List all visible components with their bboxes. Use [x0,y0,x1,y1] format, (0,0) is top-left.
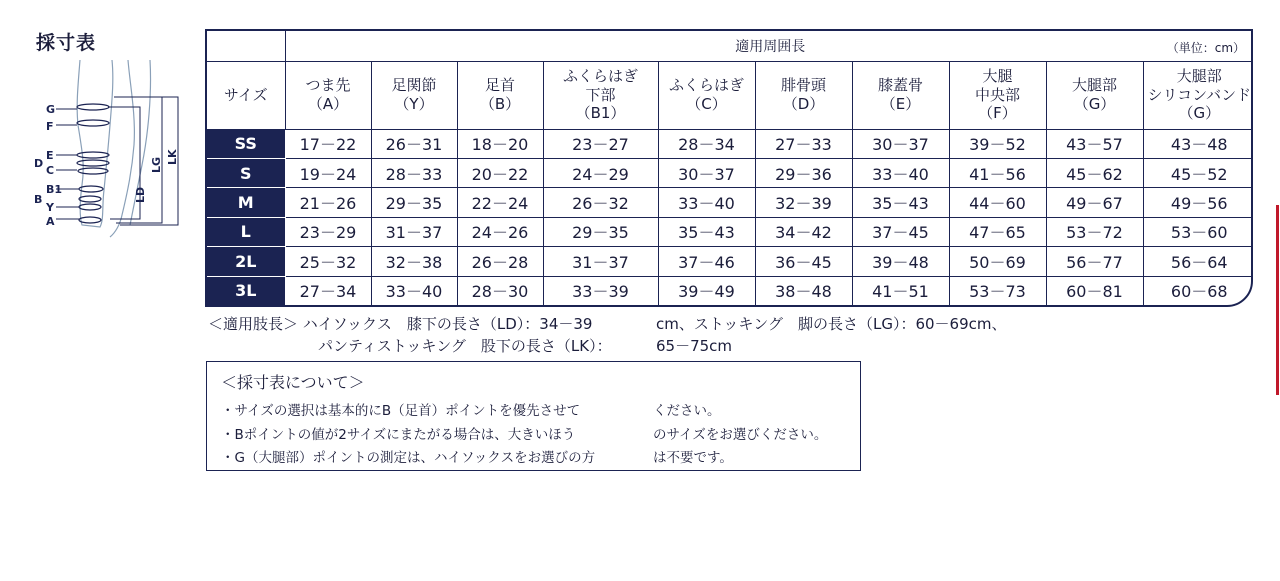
table-cell: 35－43 [852,188,949,217]
table-cell: 56－77 [1046,247,1143,276]
column-header-code: （Y） [394,95,434,113]
diagram-label-y: Y [46,201,54,214]
table-cell: 23－27 [543,129,658,158]
table-cell: 43－57 [1046,129,1143,158]
table-cell: 24－29 [543,158,658,187]
column-header [543,61,658,129]
diagram-label-g: G [46,103,56,116]
table-cell: 60－81 [1046,276,1143,305]
table-cell: 39－49 [658,276,755,305]
table-cell: 26－31 [371,129,457,158]
table-cell: 35－43 [658,217,755,246]
table-cell: 17－22 [285,129,371,158]
about-item-3b: は不要です。 [653,450,733,466]
table-cell: 44－60 [949,188,1046,217]
table-cell: 53－72 [1046,217,1143,246]
column-header-code: （E） [880,95,921,113]
table-cell: 30－37 [852,129,949,158]
column-header-code: （A） [307,95,349,113]
column-header-name: 膝蓋骨 [877,76,923,95]
table-corner [207,31,285,61]
column-header-name: ふくらはぎ 下部 [562,66,638,104]
table-cell: 26－28 [457,247,543,276]
column-header-name: 腓骨頭 [780,76,826,95]
diagram-label-b: B [34,193,43,206]
column-header [457,61,543,129]
table-cell: 45－62 [1046,158,1143,187]
about-item-1b: ください。 [653,403,721,419]
size-cell: 2L [207,247,285,276]
column-header [1046,61,1143,129]
table-cell: 50－69 [949,247,1046,276]
size-cell: SS [207,129,285,158]
table-cell: 20－22 [457,158,543,187]
column-header-name: 大腿部 [1071,76,1117,95]
table-cell: 49－67 [1046,188,1143,217]
column-header-code: （G） [1178,104,1221,123]
table-cell: 43－48 [1143,129,1253,158]
table-row [207,247,1253,276]
table-cell: 33－39 [543,276,658,305]
table-cell: 33－40 [852,158,949,187]
table-cell: 49－56 [1143,188,1253,217]
page-edge-accent [1276,205,1279,395]
about-item-2b: のサイズをお選びください。 [653,427,828,443]
leg-measurement-diagram [30,55,190,245]
table-cell: 33－40 [371,276,457,305]
column-header-code: （G） [1073,95,1116,113]
table-cell: 53－60 [1143,217,1253,246]
about-item-1a: ・サイズの選択は基本的にB（足首）ポイントを優先させて [221,403,581,419]
column-header [755,61,852,129]
note-line2-a: パンティストッキング 股下の長さ（LK）： [318,337,612,355]
table-cell: 29－36 [755,158,852,187]
table-cell: 24－26 [457,217,543,246]
table-cell: 29－35 [371,188,457,217]
table-row [207,276,1253,305]
table-cell: 39－52 [949,129,1046,158]
column-header-name: 大腿部 シリコンバンド [1147,66,1252,104]
table-cell: 28－30 [457,276,543,305]
column-header [949,61,1046,129]
note-line2-b: 65－75cm [656,337,733,355]
table-cell: 30－37 [658,158,755,187]
column-header-code: （F） [978,104,1017,123]
diagram-label-a: A [46,215,55,228]
table-cell: 27－34 [285,276,371,305]
table-cell: 19－24 [285,158,371,187]
table-cell: 37－46 [658,247,755,276]
table-cell: 18－20 [457,129,543,158]
table-cell: 37－45 [852,217,949,246]
table-cell: 38－48 [755,276,852,305]
size-cell: 3L [207,276,285,305]
table-cell: 32－39 [755,188,852,217]
table-row [207,188,1253,217]
table-row [207,158,1253,187]
about-size-chart-box [206,361,861,471]
diagram-label-f: F [46,120,54,133]
right-leg-outline [110,60,134,237]
range-header-label: 適用周囲長 [735,38,806,55]
diagram-label-c: C [46,164,55,177]
about-item-3a: ・G（大腿部）ポイントの測定は、ハイソックスをお選びの方 [221,450,596,466]
table-cell: 45－52 [1143,158,1253,187]
applicable-length-notes [208,313,1007,357]
table-cell: 28－34 [658,129,755,158]
table-cell: 31－37 [371,217,457,246]
table-cell: 56－64 [1143,247,1253,276]
column-header [1143,61,1253,129]
table-cell: 53－73 [949,276,1046,305]
size-cell: S [207,158,285,187]
table-cell: 22－24 [457,188,543,217]
column-header [371,61,457,129]
table-cell: 27－33 [755,129,852,158]
table-cell: 39－48 [852,247,949,276]
table-cell: 32－38 [371,247,457,276]
size-chart-table [205,29,1253,307]
about-item-2a: ・Bポイントの値が2サイズにまたがる場合は、大きいほう [221,427,576,443]
about-heading: ＜採寸表について＞ [221,373,365,392]
column-header-name: ふくらはぎ [668,76,744,95]
column-header [852,61,949,129]
column-header-name: 足関節 [391,76,437,95]
note-line1-b: cm、ストッキング 脚の長さ（LG）：60－69cm、 [656,315,1007,333]
table-cell: 60－68 [1143,276,1253,305]
diagram-label-lk: LK [166,149,179,165]
column-header-code: （B） [479,95,521,113]
table-cell: 31－37 [543,247,658,276]
diagram-label-b1: B1 [46,183,63,196]
size-cell: L [207,217,285,246]
column-header-code: （D） [782,95,825,113]
column-header-name: 足首 [484,76,515,95]
page-title: 採寸表 [36,32,97,54]
table-cell: 28－33 [371,158,457,187]
diagram-label-d: D [34,157,44,170]
table-cell: 21－26 [285,188,371,217]
table-cell: 41－56 [949,158,1046,187]
column-header [285,61,371,129]
unit-label: （単位：cm） [1166,41,1246,55]
table-cell: 47－65 [949,217,1046,246]
diagram-label-lg: LG [150,156,163,173]
column-header-code: （B1） [575,104,626,123]
diagram-label-e: E [46,149,54,162]
diagram-label-ld: LD [134,186,147,203]
range-header [285,31,1253,61]
size-column-header: サイズ [207,61,285,129]
column-header-name: つま先 [305,76,351,95]
table-cell: 36－45 [755,247,852,276]
column-header-name: 大腿 中央部 [974,66,1020,104]
table-cell: 26－32 [543,188,658,217]
table-cell: 41－51 [852,276,949,305]
table-row [207,129,1253,158]
table-row [207,217,1253,246]
column-header-code: （C） [686,95,727,113]
column-header [658,61,755,129]
table-cell: 25－32 [285,247,371,276]
table-cell: 23－29 [285,217,371,246]
table-cell: 34－42 [755,217,852,246]
note-line1-a: ＜適用肢長＞ ハイソックス 膝下の長さ（LD）：34－39 [208,315,593,333]
table-cell: 33－40 [658,188,755,217]
size-cell: M [207,188,285,217]
table-cell: 29－35 [543,217,658,246]
